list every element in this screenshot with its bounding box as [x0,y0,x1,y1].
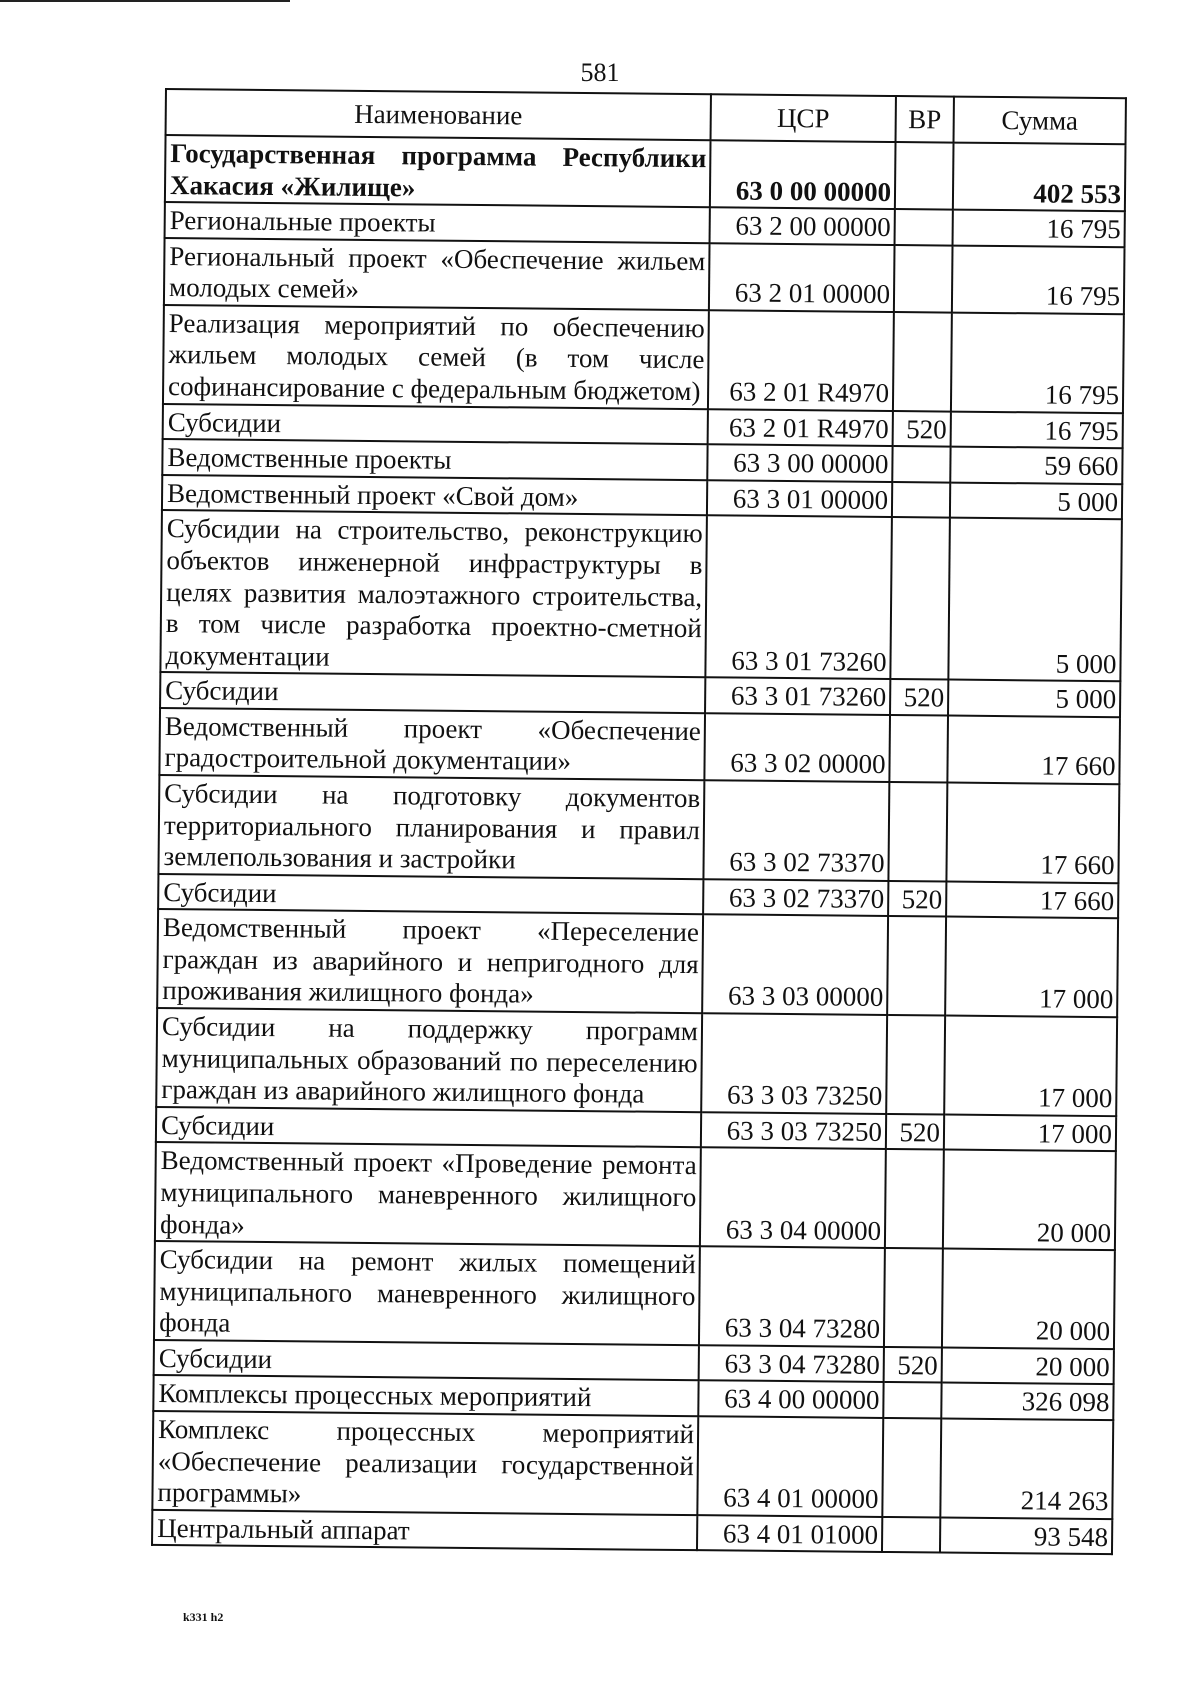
cell-sum: 402 553 [953,143,1126,212]
cell-vr [894,245,953,313]
header-vr: ВР [896,96,954,143]
cell-csr: 63 3 03 73250 [701,1013,887,1114]
cell-sum: 17 660 [947,715,1120,784]
footer-code: k331 h2 [183,1610,224,1624]
cell-sum: 20 000 [943,1150,1116,1250]
header-sum: Сумма [954,97,1126,145]
cell-vr [886,1015,945,1114]
cell-csr: 63 3 02 73370 [703,780,889,881]
cell-csr: 63 3 00 00000 [707,444,892,481]
table-row [164,238,1125,314]
cell-vr [882,1418,941,1517]
cell-sum: 16 795 [952,245,1125,314]
cell-csr: 63 2 01 00000 [709,243,895,312]
cell-sum: 59 660 [950,447,1122,484]
table-row [159,708,1120,784]
cell-name: Субсидии на ремонт жилых помещений муниципального маневренного жилищного фонда [154,1241,700,1345]
page-number: 581 [580,58,620,87]
cell-sum: 17 660 [946,783,1119,883]
cell-csr: 63 3 04 73280 [699,1246,885,1347]
header-name: Наименование [166,89,711,140]
cell-name: Субсидии на поддержку программ муниципальных образований по переселению граждан из аварийного жилищного фонда [156,1008,702,1112]
top-rule [0,0,290,2]
cell-name: Центральный аппарат [152,1510,697,1551]
cell-csr: 63 3 04 00000 [700,1148,886,1249]
cell-vr [892,446,950,482]
cell-sum: 326 098 [941,1383,1113,1420]
cell-csr: 63 3 01 73260 [705,677,890,714]
cell-vr [892,482,950,518]
budget-table [151,88,1127,1555]
cell-csr: 63 3 02 73370 [703,879,888,916]
cell-csr: 63 3 01 73260 [705,516,892,680]
cell-name: Субсидии [160,672,705,713]
cell-sum: 214 263 [940,1418,1113,1518]
cell-name: Комплекс процессных мероприятий «Обеспечение реализации государственной программы» [152,1411,698,1515]
table-row [156,1008,1117,1116]
cell-sum: 5 000 [948,680,1120,717]
cell-vr: 520 [888,881,946,917]
header-csr: ЦСР [711,94,896,142]
cell-vr [884,1248,943,1347]
cell-sum: 17 660 [946,881,1118,918]
cell-vr [885,1149,944,1248]
cell-sum: 93 548 [940,1517,1112,1554]
cell-vr: 520 [890,679,948,715]
cell-sum: 20 000 [942,1347,1114,1384]
cell-csr: 63 2 01 R4970 [708,310,894,411]
cell-sum: 20 000 [942,1249,1115,1349]
cell-name: Ведомственный проект «Переселение граждан из аварийного и непригодного для проживания жилищного фонда» [157,909,703,1013]
table-row [163,305,1124,413]
table-body [152,135,1125,1554]
table-row [160,510,1122,681]
cell-name: Субсидии на подготовку документов территориального планирования и правил землепользования и застройки [158,775,704,879]
cell-csr: 63 3 01 00000 [707,480,892,517]
cell-name: Ведомственный проект «Обеспечение градостроительной документации» [159,708,705,780]
cell-csr: 63 3 04 73280 [699,1345,884,1382]
cell-vr: 520 [884,1347,942,1383]
cell-sum: 16 795 [953,210,1125,247]
cell-name: Ведомственный проект «Проведение ремонта муниципального маневренного жилищного фонда» [155,1142,701,1246]
cell-name: Субсидии [156,1107,701,1148]
cell-vr [889,715,948,783]
cell-csr: 63 3 02 00000 [704,713,890,782]
cell-csr: 63 4 00 00000 [698,1381,883,1418]
cell-name: Комплексы процессных мероприятий [153,1375,698,1416]
table-row [152,1411,1113,1519]
cell-sum: 17 000 [945,917,1118,1017]
cell-vr [887,916,946,1015]
table-row [155,1142,1116,1250]
cell-sum: 17 000 [944,1114,1116,1151]
cell-name: Региональные проекты [165,202,710,243]
table-row [154,1241,1115,1349]
cell-sum: 5 000 [948,518,1122,682]
cell-vr [895,142,954,210]
table-row [165,135,1126,211]
cell-sum: 5 000 [950,482,1122,519]
cell-csr: 63 2 01 R4970 [708,409,893,446]
cell-sum: 16 795 [951,411,1123,448]
cell-csr: 63 4 01 01000 [697,1515,882,1552]
cell-sum: 17 000 [944,1016,1117,1116]
cell-csr: 63 3 03 73250 [701,1112,886,1149]
cell-name: Государственная программа Республики Хакасия «Жилище» [165,135,711,207]
table-row [157,909,1118,1017]
cell-vr [890,517,950,679]
table-row [158,775,1119,883]
cell-name: Ведомственные проекты [162,439,707,480]
cell-vr: 520 [893,411,951,447]
cell-name: Субсидии [163,404,708,445]
cell-name: Субсидии [154,1340,699,1381]
cell-vr [882,1517,940,1553]
cell-name: Субсидии [158,874,703,915]
cell-vr [893,312,952,411]
cell-csr: 63 2 00 00000 [710,207,895,244]
cell-csr: 63 4 01 00000 [697,1416,883,1517]
cell-name: Субсидии на строительство, реконструкцию объектов инженерной инфраструктуры в целях развития малоэтажного строительства, в том числе разработка проектно-сметной документации [160,510,707,677]
cell-name: Региональный проект «Обеспечение жильем молодых семей» [164,238,710,310]
cell-vr: 520 [886,1114,944,1150]
cell-vr [883,1382,941,1418]
cell-vr [895,209,953,245]
cell-name: Ведомственный проект «Свой дом» [162,475,707,516]
cell-vr [888,782,947,881]
cell-sum: 16 795 [951,312,1124,412]
cell-csr: 63 3 03 00000 [702,915,888,1016]
cell-name: Реализация мероприятий по обеспечению жильем молодых семей (в том числе софинансирование с федеральным бюджетом) [163,305,709,409]
cell-csr: 63 0 00 00000 [710,140,896,209]
